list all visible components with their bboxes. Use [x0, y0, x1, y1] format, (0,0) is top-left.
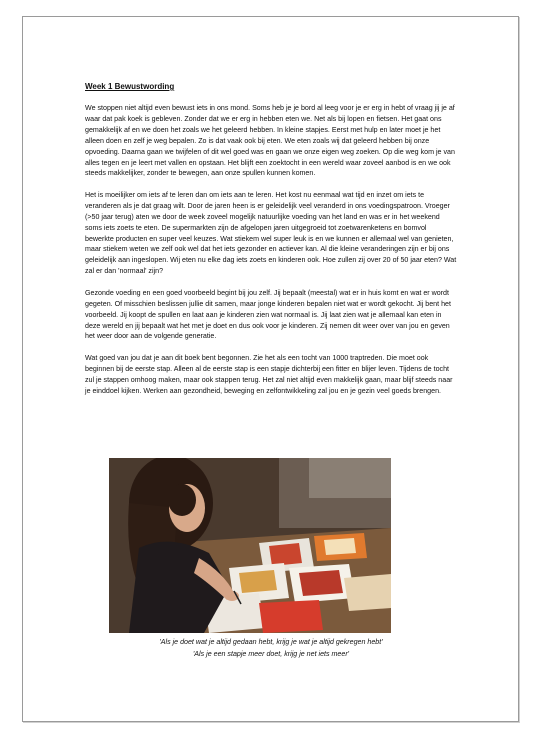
- paragraph-3: Gezonde voeding en een goed voorbeeld begint bij jou zelf. Jij bepaalt (meestal) wat er in huis komt en wat er wordt gegeten. Of misschien beslissen jullie dit samen, maar jonge kinderen bepalen niet wat er wordt gekocht. Jij bent het voorbeeld. Jij koopt de spullen en laat aan je kinderen zien wat normaal is. Jij laat zien wat je allemaal kan eten in deze wereld en jij bepaalt wat het met je doet en dus ook voor je kinderen. Zij nemen dit weer over van jou en geven het weer door aan de volgende generatie.: [85, 288, 451, 341]
- quote-line-2: 'Als je een stapje meer doet, krijg je net iets meer': [192, 650, 350, 658]
- paragraph-1: We stoppen niet altijd even bewust iets in ons mond. Soms heb je je bord al leeg voor je er erg in hebt of vraag jij je af waar dat pak koek is gebleven. Zonder dat we er erg in hebben eten we. Net als bij lopen en fietsen. Het gaat ons gemakkelijk af en we doen het zoals we het geleerd hebben. In kleine stapjes. Eerst met hulp en later moet je het alleen doen en zelf je weg bepalen. Zo is dat vaak ook bij eten. We eten zoals wij dat geleerd hebben bij onze opvoeding. Daarna gaan we twijfelen of dit wel goed was en gaan we onze eigen weg zoeken. Op die weg kom je van alles tegen en je leert met vallen en opstaan. Het blijft een zoektocht in een wereld waar zoveel aanbod is en we ook steeds makkelijker, zonder te bewegen, aan onze spullen kunnen komen.: [85, 104, 455, 178]
- page-title: Week 1 Bewustwording: [85, 82, 175, 91]
- document-body: [85, 81, 457, 407]
- quote-line-1: 'Als je doet wat je altijd gedaan hebt, krijg je wat je altijd gekregen hebt': [159, 638, 383, 646]
- document-page: [22, 16, 519, 722]
- photo-woman-with-magazines: [109, 458, 391, 633]
- paragraph-2: Het is moeilijker om iets af te leren dan om iets aan te leren. Het kost nu eenmaal wat tijd en inzet om iets te veranderen als je dat graag wilt. Door de jaren heen is er geleidelijk veel veranderd in ons voedingspatroon. Vroeger (>50 jaar terug) aten we door de week zoveel mogelijk natuurlijke voeding van het land en was er in het weekend soms iets zoets te eten. De supermarkten zijn de afgelopen jaren uitgegroeid tot zoetwarenketens en bomvol bewerkte producten en super veel keuzes. Wat stiekem wel super leuk is en we kunnen er allemaal wel van genieten, maar stiekem weten we zelf ook wel dat het iets gezonder en actiever kan. Al die kleine veranderingen zijn er bij ons geleidelijk aan ingeslopen. Wij eten nu elke dag iets zoets en kinderen ook. Hoe zullen zij over 20 of 50 jaar eten? Wat zal er dan 'normaal' zijn?: [85, 190, 457, 276]
- paragraph-4: Wat goed van jou dat je aan dit boek bent begonnen. Zie het als een tocht van 1000 traptreden. Die moet ook beginnen bij de eerste stap. Alleen al de eerste stap is een stapje dichterbij een fitter en blijer leven. Tijdens de tocht zul je stappen omhoog maken, maar ook stappen terug. Het zal niet altijd even makkelijk gaan, maar blijf steeds naar je einddoel kijken. Werken aan gezondheid, beweging en zelfontwikkeling zal jou en je gezin veel goeds brengen.: [85, 353, 453, 395]
